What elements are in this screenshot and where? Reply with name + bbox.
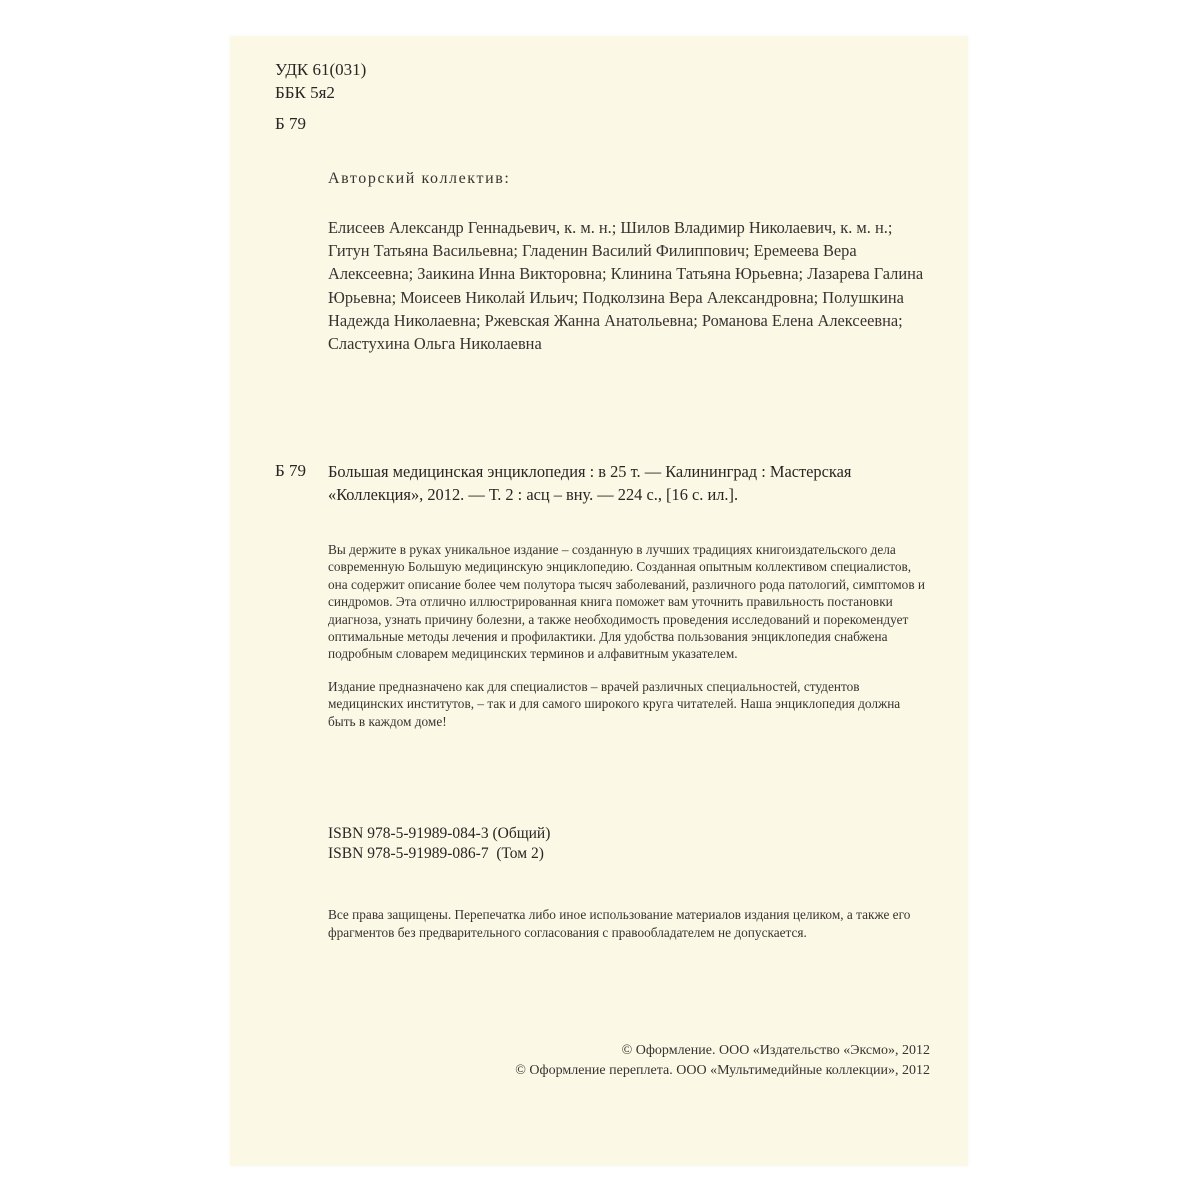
annotation-paragraph: Издание предназначено как для специалистов – врачей различных специальностей, студентов медицинских институтов, – так и для самого широкого круга читателей. Наша энциклопедия должна быть в каждом доме! [328,678,901,729]
isbn-volume: ISBN 978-5-91989-086-7 (Том 2) [328,845,544,862]
isbn-block [328,824,550,864]
copyright-cover: © Оформление переплета. ООО «Мультимедийные коллекции», 2012 [515,1063,930,1078]
bib-author-mark: Б 79 [275,461,307,480]
rights-notice: Все права защищены. Перепечатка либо иное использование материалов издания целиком, а также его фрагментов без предварительного согласования с правообладателем не допускается. [328,907,911,940]
book-page [230,36,968,1166]
classification-codes [275,58,366,104]
copyright-design: © Оформление. ООО «Издательство «Эксмо», 2012 [621,1043,930,1058]
annotation-paragraph: Вы держите в руках уникальное издание – созданную в лучших традициях книгоиздательского дела современную Большую медицинскую энциклопедию. Созданная опытным коллективом специалистов, она содержит описание более чем полутора тысяч заболеваний, различного рода патологий, симптомов и синдромов. Эта отлично иллюстрированная книга поможет вам уточнить правильность постановки диагноза, узнать причину болезни, а также необходимость проведения исследований и порекомендует оптимальные методы лечения и профилактики. Для удобства пользования энциклопедия снабжена подробным словарем медицинских терминов и алфавитным указателем. [328,542,926,662]
annotation [328,541,928,745]
isbn-general: ISBN 978-5-91989-084-3 (Общий) [328,825,551,842]
udk-code: УДК 61(031) [275,60,367,79]
bibliographic-record: Большая медицинская энциклопедия : в 25 т. — Калининград : Мастерская «Коллекция», 2012. — Т. 2 : асц – вну. — 224 с., [16 с. ил.]. [328,462,852,504]
collective-title: Авторский коллектив: [328,170,511,187]
authors-list: Елисеев Александр Геннадьевич, к. м. н.; Шилов Владимир Николаевич, к. м. н.; Гитун Татьяна Васильевна; Гладенин Василий Филиппович; Еремеева Вера Алексеевна; Заикина Инна Викторовна; Клинина Татьяна Юрьевна; Лазарева Галина Юрьевна; Моисеев Николай Ильич; Подколзина Вера Александровна; Полушкина Надежда Николаевна; Ржевская Жанна Анатольевна; Романова Елена Алексеевна; Сластухина Ольга Николаевна [328,218,924,354]
copyright-block [515,1041,930,1081]
author-mark: Б 79 [275,114,307,133]
bbk-code: ББК 5я2 [275,83,335,102]
